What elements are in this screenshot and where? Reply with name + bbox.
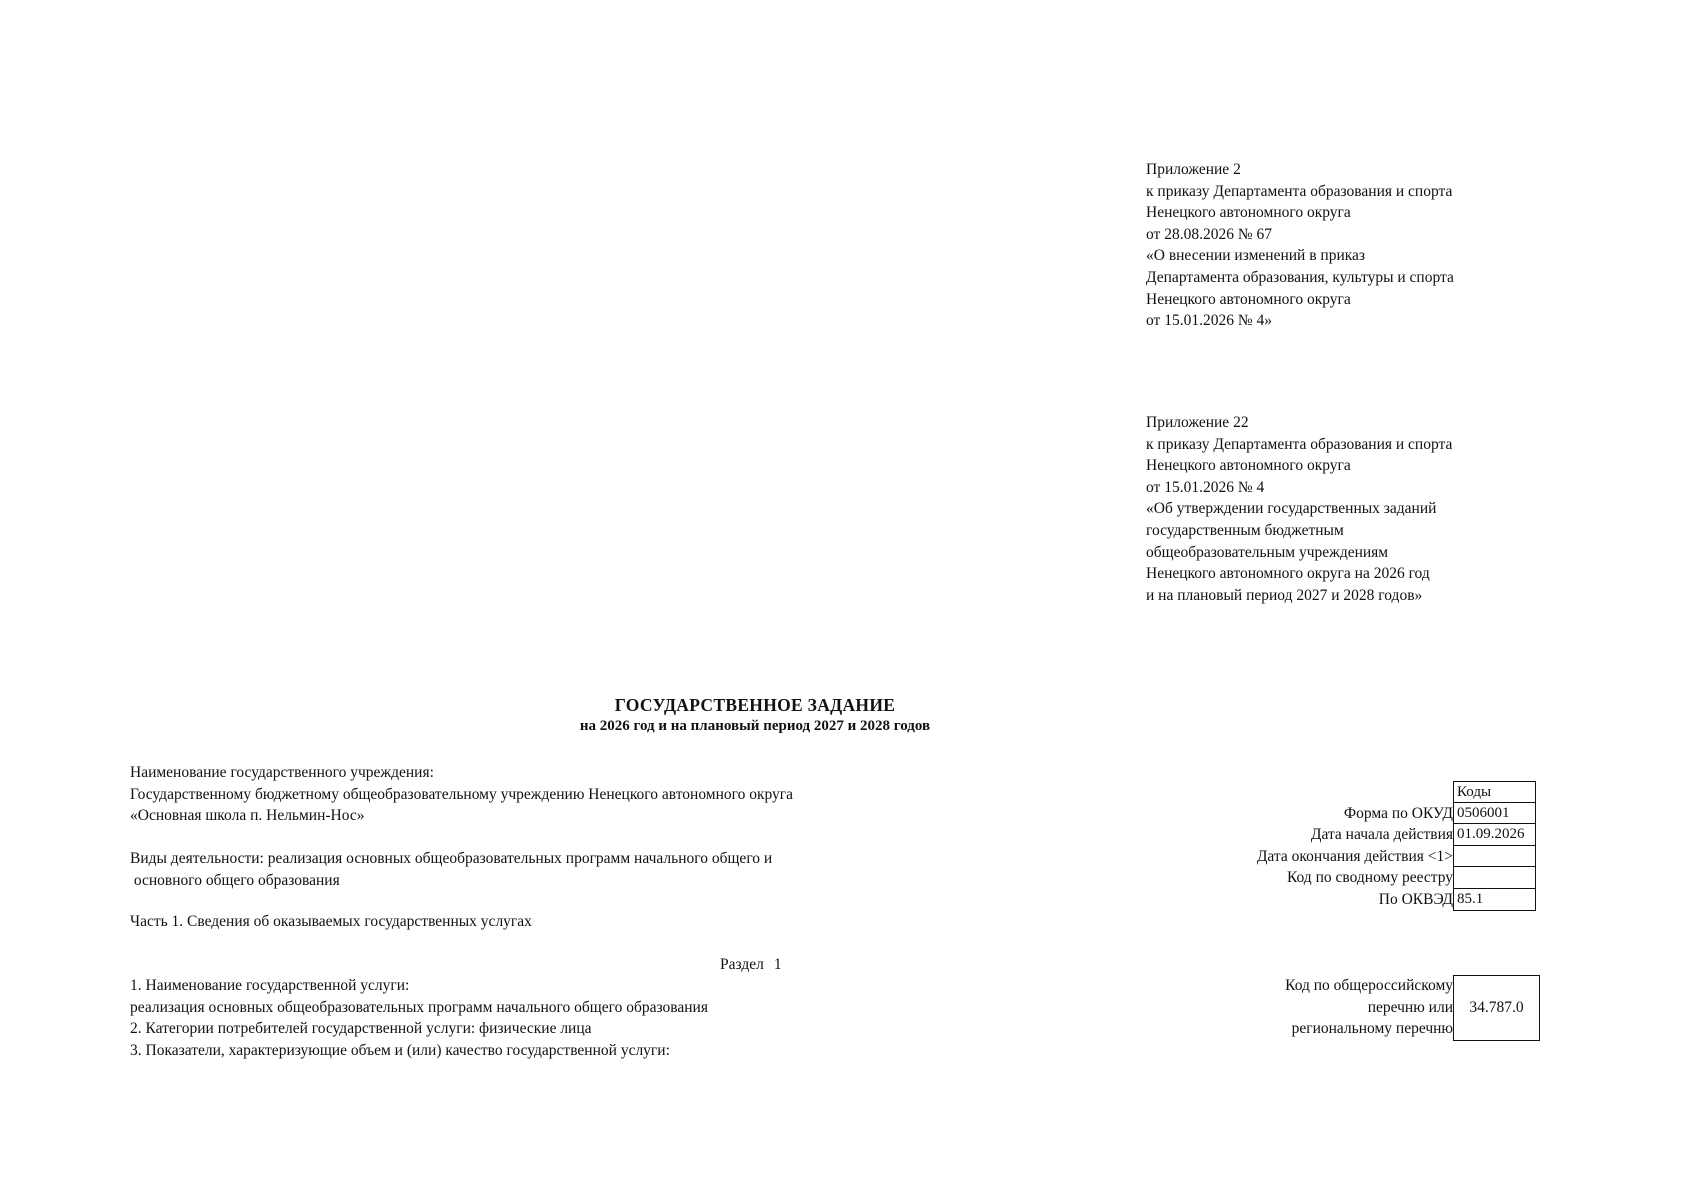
annex-line: к приказу Департамента образования и спорта <box>1146 182 1453 200</box>
codes-header-spacer <box>1090 781 1453 803</box>
codes-row-value <box>1453 846 1536 868</box>
annex-line: Ненецкого автономного округа <box>1146 457 1351 475</box>
institution-name-line: «Основная школа п. Нельмин-Нос» <box>130 807 365 825</box>
annex-line: государственным бюджетным <box>1146 521 1344 539</box>
activities-block <box>130 848 772 891</box>
codes-row <box>1090 803 1540 825</box>
annex-line: Приложение 2 <box>1146 161 1241 178</box>
codes-row-label: Код по сводному реестру <box>1286 869 1453 887</box>
annex-line: от 28.08.2026 № 67 <box>1146 225 1272 243</box>
annex-line: «О внесении изменений в приказ <box>1146 247 1366 265</box>
perechen-labels <box>1200 975 1453 1041</box>
codes-header-row <box>1090 781 1540 803</box>
institution-label: Наименование государственного учреждения: <box>130 764 434 781</box>
service-indicators: 3. Показатели, характеризующие объем и (или) качество государственной услуги: <box>130 1041 670 1059</box>
codes-row <box>1090 846 1540 868</box>
codes-row-value: 85.1 <box>1453 889 1536 911</box>
codes-row-label: Дата окончания действия <1> <box>1256 847 1453 865</box>
codes-row-label: По ОКВЭД <box>1378 890 1453 908</box>
annex-line: и на плановый период 2027 и 2028 годов» <box>1146 586 1423 604</box>
section-label-text: Раздел <box>720 956 764 973</box>
annex-line: Департамента образования, культуры и спорта <box>1146 268 1454 286</box>
annex-line: Приложение 22 <box>1146 414 1249 431</box>
institution-name-line: Государственному бюджетному общеобразовательному учреждению Ненецкого автономного округа <box>130 785 794 803</box>
codes-row-label: Форма по ОКУД <box>1343 804 1453 822</box>
perechen-code-value: 34.787.0 <box>1453 975 1540 1041</box>
service-name-label: 1. Наименование государственной услуги: <box>130 977 410 994</box>
annex-current-block <box>1146 159 1454 332</box>
annex-line: Ненецкого автономного округа <box>1146 204 1351 222</box>
section-number: 1 <box>773 956 782 973</box>
annex-line: общеобразовательным учреждениям <box>1146 543 1389 561</box>
perechen-code-block <box>1200 975 1540 1041</box>
codes-header: Коды <box>1453 781 1536 803</box>
perechen-label-line: перечню или <box>1367 998 1453 1016</box>
annex-line: Ненецкого автономного округа <box>1146 290 1351 308</box>
codes-table <box>1090 781 1540 911</box>
codes-row-value <box>1453 867 1536 889</box>
annex-line: от 15.01.2026 № 4» <box>1146 312 1272 330</box>
codes-row <box>1090 867 1540 889</box>
annex-original-block <box>1146 412 1452 606</box>
service-block <box>130 975 708 1061</box>
perechen-label-line: Код по общероссийскому <box>1285 977 1453 994</box>
title-subtitle: на 2026 год и на плановый период 2027 и 2028 годов <box>579 718 931 734</box>
annex-line: «Об утверждении государственных заданий <box>1146 500 1437 518</box>
institution-block <box>130 762 793 827</box>
service-name-value: реализация основных общеобразовательных программ начального общего образования <box>130 998 708 1016</box>
part-heading-text: Часть 1. Сведения об оказываемых государственных услугах <box>130 913 532 930</box>
perechen-label-line: региональному перечню <box>1291 1020 1453 1038</box>
codes-row-label: Дата начала действия <box>1310 826 1453 844</box>
part-heading <box>130 911 532 933</box>
annex-line: от 15.01.2026 № 4 <box>1146 478 1265 496</box>
codes-row <box>1090 824 1540 846</box>
annex-line: Ненецкого автономного округа на 2026 год <box>1146 565 1430 583</box>
document-title <box>420 694 1090 736</box>
codes-row-value: 01.09.2026 <box>1453 824 1536 846</box>
activities-line: Виды деятельности: реализация основных общеобразовательных программ начального общего и <box>130 850 773 867</box>
annex-line: к приказу Департамента образования и спорта <box>1146 435 1453 453</box>
section-label <box>720 954 782 976</box>
activities-line: основного общего образования <box>130 871 340 889</box>
codes-row-value: 0506001 <box>1453 803 1536 825</box>
title-main: ГОСУДАРСТВЕННОЕ ЗАДАНИЕ <box>614 695 896 715</box>
codes-row <box>1090 889 1540 911</box>
service-consumers: 2. Категории потребителей государственной услуги: физические лица <box>130 1020 592 1038</box>
